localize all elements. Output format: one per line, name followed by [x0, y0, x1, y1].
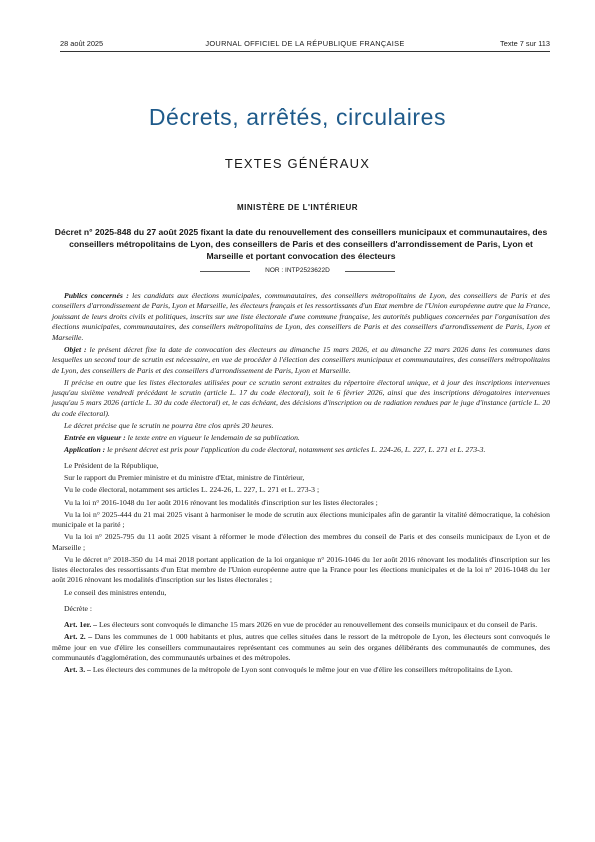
nor-reference: NOR : INTP2523622D — [265, 267, 330, 274]
notice-label: Publics concernés : — [64, 291, 129, 300]
explanatory-notice — [52, 291, 550, 456]
notice-label: Objet : — [64, 344, 87, 354]
text-number: Texte 7 sur 113 — [500, 39, 550, 48]
article-label: Art. 3. – — [64, 665, 91, 674]
notice-objet — [52, 345, 550, 376]
article-text: Les électeurs des communes de la métropole de Lyon sont convoqués le même jour en vue d'élire les conseillers métropolitains de Lyon. — [90, 665, 513, 674]
notice-text: le texte entre en vigueur le lendemain de sa publication. — [125, 433, 300, 443]
notice-label: Application : — [64, 445, 106, 455]
notice-label: Entrée en vigueur : — [64, 433, 126, 443]
decrete-formula: Décrète : — [64, 603, 92, 613]
notice-text: les candidats aux élections municipales, communautaires, des conseillers métropolitains de Lyon, des conseillers de Paris et des conseillers d'arrondissement de Paris, Lyon et Marseille, les électeurs français et les ressortissants d'un Etat membre de l'Union européenne autre que la France, jouissant de leurs droits civils et politiques, inscrits sur une liste électorale d'une commune française, les autorités publiques concernées par l'organisation des élections municipales, communautaires, des conseillers métropolitains de Lyon, des conseillers de Paris et des conseillers d'arrondissement de Paris, Lyon et Marseille. — [52, 291, 551, 342]
visa-line: Sur le rapport du Premier ministre et du ministre d'Etat, ministre de l'intérieur, — [64, 473, 305, 483]
notice-entree — [52, 433, 550, 443]
section-title: Décrets, arrêtés, circulaires — [148, 104, 447, 130]
publication-date: 28 août 2025 — [60, 39, 104, 48]
article — [52, 632, 550, 663]
notice-publics — [52, 291, 550, 343]
notice-text: le présent décret est pris pour l'application du code électoral, notamment ses articles L. 224-26, L. 227, L. 271 et L. 273-3. — [105, 445, 486, 455]
visa-line: Le conseil des ministres entendu, — [64, 587, 167, 597]
visa-line: Vu le décret n° 2018-350 du 14 mai 2018 portant application de la loi organique n° 2016-1046 du 1er août 2016 rénovant les modalités d'inscription sur les listes électorales des ressortissants d'un Etat membre de l'Union européenne autre que la France pour les élections municipales et de la loi n° 2016-1048 du 1er août 2016 rénovant les modalités d'inscription sur les listes électorales ; — [52, 554, 550, 585]
section-subtitle: TEXTES GÉNÉRAUX — [224, 156, 371, 171]
nor-rule-right — [345, 271, 395, 272]
notice-precise-2: Le décret précise que le scrutin ne pourra être clos après 20 heures. — [64, 420, 274, 430]
article-label: Art. 1er. – — [64, 620, 98, 629]
article-text: Les électeurs sont convoqués le dimanche 15 mars 2026 en vue de procéder au renouvellement des conseils municipaux et du conseil de Paris. — [97, 620, 538, 629]
visa-line: Vu la loi n° 2016-1048 du 1er août 2016 rénovant les modalités d'inscription sur les listes électorales ; — [64, 497, 378, 507]
visa-line: Vu la loi n° 2025-444 du 21 mai 2025 visant à harmoniser le mode de scrutin aux élections municipales afin de garantir la vitalité démocratique, la cohésion municipale et la parité ; — [52, 509, 550, 529]
article — [52, 665, 550, 675]
notice-application — [52, 445, 550, 455]
articles — [52, 620, 550, 675]
visa-line: Le Président de la République, — [64, 461, 159, 471]
decree-body — [52, 291, 550, 677]
header-rule — [60, 51, 550, 52]
visas — [52, 461, 550, 598]
decree-title: Décret n° 2025-848 du 27 août 2025 fixant la date du renouvellement des conseillers municipaux et communautaires, des conseillers métropolitains de Lyon, des conseillers de Paris et des conseillers d'arrondissement de Paris, Lyon et Marseille et portant convocation des électeurs — [54, 227, 548, 261]
article-text: Dans les communes de 1 000 habitants et plus, autres que celles situées dans le ressort de la métropole de Lyon, les électeurs sont convoqués le même jour en vue d'élire les conseillers communautaires représentant ces communes au sein des organes délibérants des communautés de communes, des communautés d'agglomération, des communautés urbaines et des métropoles. — [52, 632, 551, 662]
article — [52, 620, 550, 630]
article-label: Art. 2. – — [64, 632, 93, 642]
visa-line: Vu le code électoral, notamment ses articles L. 224-26, L. 227, L. 271 et L. 273-3 ; — [64, 485, 320, 495]
ministry-name: MINISTÈRE DE L'INTÉRIEUR — [236, 203, 359, 212]
notice-text: le présent décret fixe la date de convocation des électeurs au dimanche 15 mars 2026, et au dimanche 22 mars 2026 dans les communes dans lesquelles un second tour de scrutin est nécessaire, en vue de procéder à l'élection des conseillers municipaux et communautaires, des conseillers métropolitains de Lyon, des conseillers de Paris et des conseillers d'arrondissement de Paris, Lyon et Marseille. — [52, 344, 550, 375]
notice-precise-1: Il précise en outre que les listes électorales utilisées pour ce scrutin seront extraites du répertoire électoral unique, et à jour des inscriptions intervenues jusqu'au sixième vendredi précédant le scrutin (article L. 17 du code électoral), soit le 6 février 2026, ainsi que des inscriptions dérogatoires intervenues jusqu'au 5 mars 2026 (article L. 30 du code électoral) et, le cas échéant, des décisions d'inscription ou de radiation rendues par le juge d'instance (article L. 20 du code électoral). — [52, 377, 550, 418]
visa-line: Vu la loi n° 2025-795 du 11 août 2025 visant à réformer le mode d'élection des membres du conseil de Paris et des conseils municipaux de Lyon et de Marseille ; — [52, 532, 550, 552]
journal-name: JOURNAL OFFICIEL DE LA RÉPUBLIQUE FRANÇAISE — [205, 39, 405, 48]
